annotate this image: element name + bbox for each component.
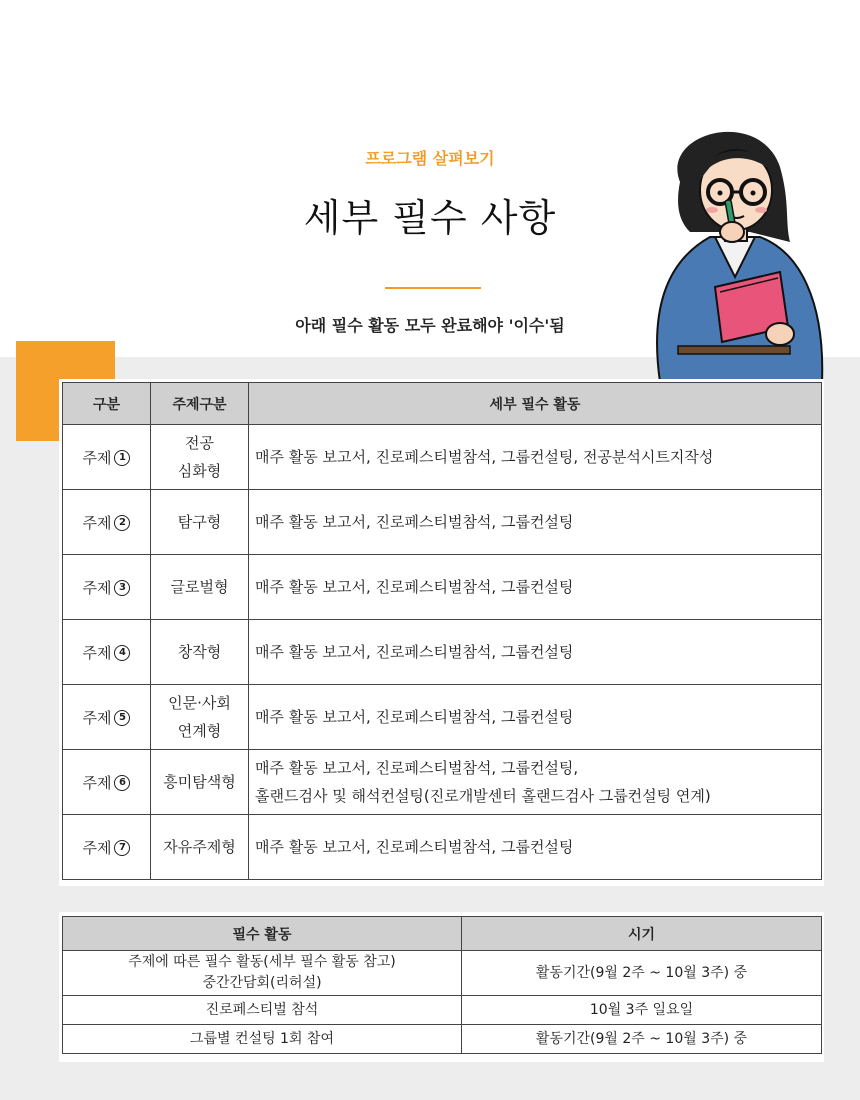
- column-header: 구분: [63, 383, 151, 425]
- column-header: 필수 활동: [63, 917, 462, 951]
- activity-line: 매주 활동 보고서, 진로페스티벌참석, 그룹컨설팅,: [255, 759, 579, 777]
- table-header-row: [63, 383, 822, 425]
- activity-line: 매주 활동 보고서, 진로페스티벌참석, 그룹컨설팅: [255, 643, 574, 661]
- topic-label: 주제: [82, 448, 112, 467]
- activity-cell: [249, 555, 822, 620]
- topic-number-badge: 1: [114, 450, 130, 466]
- activity-cell: [249, 620, 822, 685]
- topic-number-badge: 6: [114, 775, 130, 791]
- topic-label: 주제: [82, 513, 112, 532]
- required-activity-cell: [63, 1025, 462, 1054]
- table-row: [63, 996, 822, 1025]
- student-illustration: [640, 112, 830, 382]
- table-row: [63, 685, 822, 750]
- topic-type-line: 자유주제형: [163, 838, 236, 856]
- required-activity-cell: [63, 951, 462, 996]
- topic-cell: [63, 750, 151, 815]
- table-row: [63, 490, 822, 555]
- topic-number-badge: 4: [114, 645, 130, 661]
- required-activity-cell: [63, 996, 462, 1025]
- topic-cell: [63, 490, 151, 555]
- required-activities-table: [62, 382, 822, 880]
- topic-type-line: 심화형: [177, 462, 222, 480]
- required-activity-line: 그룹별 컨설팅 1회 참여: [190, 1030, 334, 1047]
- schedule-table-card: [59, 912, 824, 1062]
- activity-cell: [249, 815, 822, 880]
- table-row: [63, 815, 822, 880]
- topic-cell: [63, 685, 151, 750]
- topic-type-line: 탐구형: [177, 513, 222, 531]
- column-header: 세부 필수 활동: [249, 383, 822, 425]
- topic-label: 주제: [82, 838, 112, 857]
- topic-type-cell: [151, 620, 249, 685]
- column-header: 시기: [462, 917, 822, 951]
- activity-line: 매주 활동 보고서, 진로페스티벌참석, 그룹컨설팅: [255, 578, 574, 596]
- column-header: 주제구분: [151, 383, 249, 425]
- main-table-card: [59, 379, 824, 886]
- period-cell: 10월 3주 일요일: [462, 996, 822, 1025]
- topic-type-line: 글로벌형: [170, 578, 229, 596]
- topic-type-line: 전공: [185, 434, 214, 452]
- activity-line: 매주 활동 보고서, 진로페스티벌참석, 그룹컨설팅: [255, 838, 574, 856]
- topic-type-cell: [151, 815, 249, 880]
- topic-cell: [63, 555, 151, 620]
- required-activity-line: 진로페스티벌 참석: [205, 1001, 319, 1018]
- required-activity-line: 중간간담회(리허설): [202, 975, 322, 991]
- topic-type-line: 창작형: [177, 643, 222, 661]
- topic-label: 주제: [82, 643, 112, 662]
- schedule-table: [62, 916, 822, 1054]
- topic-label: 주제: [82, 773, 112, 792]
- activity-cell: [249, 490, 822, 555]
- topic-cell: [63, 425, 151, 490]
- topic-type-cell: [151, 490, 249, 555]
- topic-label: 주제: [82, 578, 112, 597]
- topic-type-cell: [151, 685, 249, 750]
- period-cell: 활동기간(9월 2주 ~ 10월 3주) 중: [462, 1025, 822, 1054]
- activity-cell: [249, 685, 822, 750]
- topic-number-badge: 5: [114, 710, 130, 726]
- title-underline: [385, 287, 481, 289]
- table-row: [63, 425, 822, 490]
- table-row: [63, 1025, 822, 1054]
- topic-cell: [63, 815, 151, 880]
- activity-line: 홀랜드검사 및 해석컨설팅(진로개발센터 홀랜드검사 그룹컨설팅 연계): [255, 787, 711, 805]
- table-row: [63, 951, 822, 996]
- table-row: [63, 620, 822, 685]
- topic-type-cell: [151, 555, 249, 620]
- period-cell: 활동기간(9월 2주 ~ 10월 3주) 중: [462, 951, 822, 996]
- topic-number-badge: 7: [114, 840, 130, 856]
- page-title: 세부 필수 사항: [303, 196, 557, 240]
- required-activity-line: 주제에 따른 필수 활동(세부 필수 활동 참고): [128, 954, 396, 970]
- topic-type-line: 흥미탐색형: [163, 773, 236, 791]
- activity-cell: [249, 425, 822, 490]
- section-subtitle: 프로그램 살펴보기: [365, 149, 495, 168]
- activity-line: 매주 활동 보고서, 진로페스티벌참석, 그룹컨설팅: [255, 708, 574, 726]
- topic-label: 주제: [82, 708, 112, 727]
- topic-type-cell: [151, 750, 249, 815]
- table-row: [63, 750, 822, 815]
- activity-cell: [249, 750, 822, 815]
- topic-number-badge: 2: [114, 515, 130, 531]
- table-header-row: [63, 917, 822, 951]
- activity-line: 매주 활동 보고서, 진로페스티벌참석, 그룹컨설팅, 전공분석시트지작성: [255, 448, 714, 466]
- topic-number-badge: 3: [114, 580, 130, 596]
- activity-line: 매주 활동 보고서, 진로페스티벌참석, 그룹컨설팅: [255, 513, 574, 531]
- topic-cell: [63, 620, 151, 685]
- topic-type-line: 인문·사회: [168, 694, 231, 712]
- table-row: [63, 555, 822, 620]
- completion-note: 아래 필수 활동 모두 완료해야 '이수'됨: [295, 316, 565, 335]
- topic-type-cell: [151, 425, 249, 490]
- topic-type-line: 연계형: [177, 722, 222, 740]
